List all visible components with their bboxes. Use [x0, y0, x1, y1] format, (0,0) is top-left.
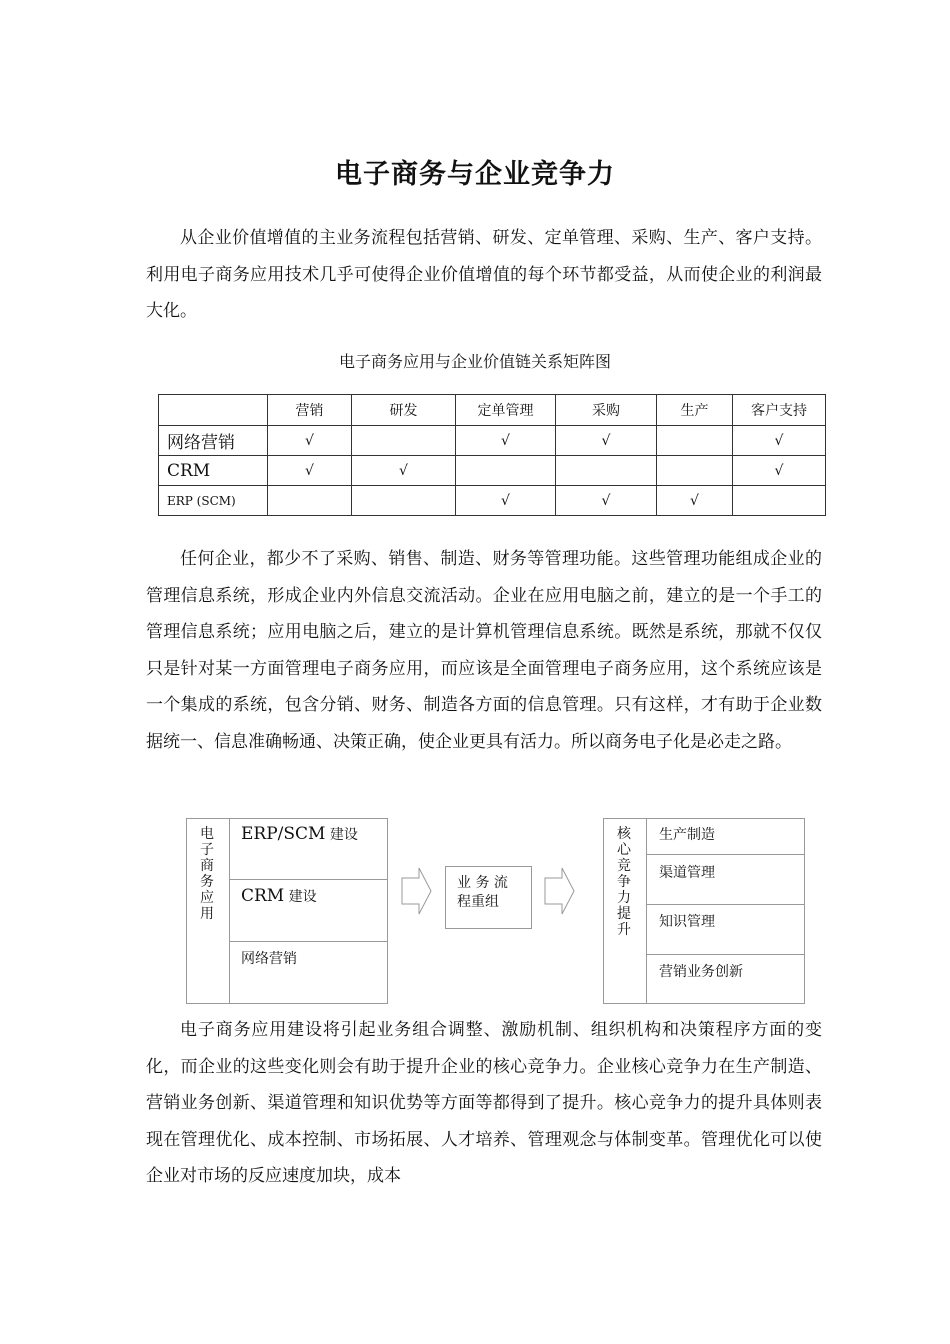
table-cell: [352, 486, 456, 516]
production-item: 生产制造: [659, 827, 715, 843]
right-row-divider: [646, 904, 805, 905]
table-cell: √: [657, 486, 733, 516]
paragraph-1: 从企业价值增值的主业务流程包括营销、研发、定单管理、采购、生产、客户支持。利用电子商务应用技术几乎可使得企业价值增值的每个环节都受益，从而使企业的利润最大化。: [146, 228, 822, 321]
table-cell: √: [733, 426, 826, 456]
table-cell: [733, 486, 826, 516]
ecommerce-title: 电 子 商 务 应 用: [200, 826, 214, 922]
table-header-empty: [159, 395, 268, 426]
table-cell: [657, 456, 733, 486]
row-label: CRM: [159, 456, 268, 486]
table-cell: [352, 426, 456, 456]
table-cell: [556, 456, 657, 486]
table-row: [159, 486, 826, 516]
table-row: [159, 456, 826, 486]
table-header-cell: 定单管理: [456, 395, 556, 426]
erp-scm-item: ERP/SCM 建设: [241, 824, 358, 844]
table-cell: √: [456, 486, 556, 516]
table-cell: √: [733, 456, 826, 486]
right-row-divider: [646, 954, 805, 955]
table-header-cell: 采购: [556, 395, 657, 426]
table-header-cell: 研发: [352, 395, 456, 426]
paragraph-3: 电子商务应用建设将引起业务组合调整、激励机制、组织机构和决策程序方面的变化，而企业的这些变化则会有助于提升企业的核心竞争力。企业核心竞争力在生产制造、营销业务创新、渠道管理和知识优势等方面等都得到了提升。核心竞争力的提升具体则表现在管理优化、成本控制、市场拓展、人才培养、管理观念与体制变革。管理优化可以使企业对市场的反应速度加块，成本: [146, 1020, 822, 1186]
arrow-right-icon: [401, 866, 433, 916]
table-caption: 电子商务应用与企业价值链关系矩阵图: [338, 352, 611, 371]
left-row-divider: [229, 879, 388, 880]
table-row: [159, 426, 826, 456]
table-cell: √: [268, 426, 352, 456]
table-cell: √: [556, 426, 657, 456]
right-row-divider: [646, 854, 805, 855]
arrow-right-icon: [544, 866, 576, 916]
table-cell: [268, 486, 352, 516]
core-divider: [646, 818, 647, 1004]
crm-item: CRM 建设: [241, 886, 317, 906]
channel-management-item: 渠道管理: [659, 865, 715, 881]
table-cell: [456, 456, 556, 486]
ecommerce-divider: [229, 818, 230, 1004]
table-header-cell: 生产: [657, 395, 733, 426]
table-header-row: [159, 395, 826, 426]
ecommerce-box: [186, 818, 388, 1004]
table-cell: √: [352, 456, 456, 486]
table-header-cell: 客户支持: [733, 395, 826, 426]
table-cell: √: [556, 486, 657, 516]
table-cell: √: [268, 456, 352, 486]
process-reengineering-label: 业 务 流 程重组: [457, 875, 508, 910]
marketing-innovation-item: 营销业务创新: [659, 964, 743, 980]
table-cell: √: [456, 426, 556, 456]
core-competitiveness-title: 核 心 竞 争 力 提 升: [617, 826, 631, 938]
row-label: ERP (SCM): [159, 486, 268, 516]
page-title: 电子商务与企业竞争力: [335, 159, 615, 190]
table-header-cell: 营销: [268, 395, 352, 426]
value-chain-matrix: [158, 394, 826, 516]
left-row-divider: [229, 941, 388, 942]
paragraph-2: 任何企业，都少不了采购、销售、制造、财务等管理功能。这些管理功能组成企业的管理信息系统，形成企业内外信息交流活动。企业在应用电脑之前，建立的是一个手工的管理信息系统；应用电脑之后，建立的是计算机管理信息系统。既然是系统，那就不仅仅只是针对某一方面管理电子商务应用，而应该是全面管理电子商务应用，这个系统应该是一个集成的系统，包含分销、财务、制造各方面的信息管理。只有这样，才有助于企业数据统一、信息准确畅通、决策正确，使企业更具有活力。所以商务电子化是必走之路。: [146, 549, 822, 752]
table-cell: [657, 426, 733, 456]
row-label: 网络营销: [159, 426, 268, 456]
knowledge-management-item: 知识管理: [659, 914, 715, 930]
network-marketing-item: 网络营销: [241, 951, 297, 967]
